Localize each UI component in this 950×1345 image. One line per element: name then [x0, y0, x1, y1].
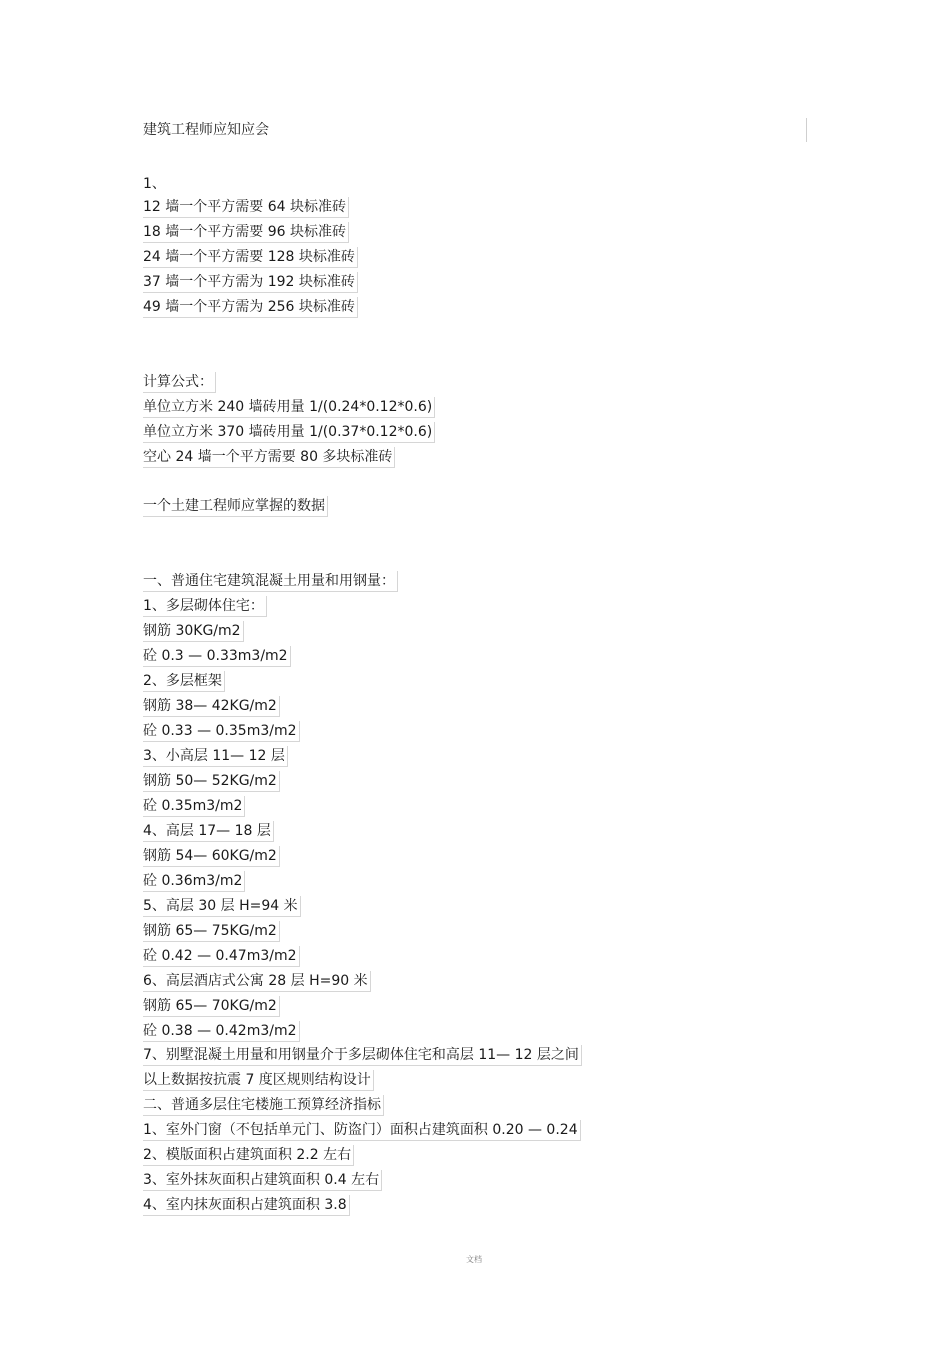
text-line: 钢筋 38— 42KG/m2 — [143, 696, 280, 717]
text-line: 一、普通住宅建筑混凝土用量和用钢量： — [143, 571, 398, 592]
text-line: 钢筋 30KG/m2 — [143, 621, 244, 642]
text-line: 空心 24 墙一个平方需要 80 多块标准砖 — [143, 447, 395, 468]
text-line: 1、多层砌体住宅： — [143, 596, 267, 617]
text-line: 计算公式： — [143, 372, 216, 393]
text-line: 砼 0.36m3/m2 — [143, 871, 245, 892]
text-line: 钢筋 54— 60KG/m2 — [143, 846, 280, 867]
document-title: 建筑工程师应知应会 — [143, 122, 269, 138]
text-line: 钢筋 65— 70KG/m2 — [143, 996, 280, 1017]
margin-rule — [806, 118, 807, 142]
page-footer: 文档 — [466, 1255, 482, 1264]
text-line: 6、高层酒店式公寓 28 层 H=90 米 — [143, 971, 371, 992]
text-line: 7、别墅混凝土用量和用钢量介于多层砌体住宅和高层 11— 12 层之间 — [143, 1045, 582, 1066]
text-line: 砼 0.42 — 0.47m3/m2 — [143, 946, 300, 967]
text-line: 12 墙一个平方需要 64 块标准砖 — [143, 197, 349, 218]
text-line: 砼 0.35m3/m2 — [143, 796, 245, 817]
text-line: 49 墙一个平方需为 256 块标准砖 — [143, 297, 358, 318]
text-line: 以上数据按抗震 7 度区规则结构设计 — [143, 1070, 374, 1091]
text-line: 二、普通多层住宅楼施工预算经济指标 — [143, 1095, 384, 1116]
text-line: 2、多层框架 — [143, 671, 225, 692]
text-line: 24 墙一个平方需要 128 块标准砖 — [143, 247, 358, 268]
text-line: 3、小高层 11— 12 层 — [143, 746, 288, 767]
text-line: 4、高层 17— 18 层 — [143, 821, 274, 842]
text-line: 钢筋 65— 75KG/m2 — [143, 921, 280, 942]
text-line: 1、 — [143, 176, 166, 192]
text-line: 2、模版面积占建筑面积 2.2 左右 — [143, 1145, 354, 1166]
text-line: 3、室外抹灰面积占建筑面积 0.4 左右 — [143, 1170, 382, 1191]
text-line: 37 墙一个平方需为 192 块标准砖 — [143, 272, 358, 293]
text-line: 5、高层 30 层 H=94 米 — [143, 896, 301, 917]
text-line: 18 墙一个平方需要 96 块标准砖 — [143, 222, 349, 243]
text-line: 一个土建工程师应掌握的数据 — [143, 496, 328, 517]
text-line: 4、室内抹灰面积占建筑面积 3.8 — [143, 1195, 350, 1216]
text-line: 砼 0.33 — 0.35m3/m2 — [143, 721, 300, 742]
text-line: 砼 0.38 — 0.42m3/m2 — [143, 1021, 300, 1042]
text-line: 钢筋 50— 52KG/m2 — [143, 771, 280, 792]
text-line: 砼 0.3 — 0.33m3/m2 — [143, 646, 291, 667]
text-line: 1、室外门窗（不包括单元门、防盗门）面积占建筑面积 0.20 — 0.24 — [143, 1120, 581, 1141]
text-line: 单位立方米 240 墙砖用量 1/(0.24*0.12*0.6) — [143, 397, 435, 418]
text-line: 单位立方米 370 墙砖用量 1/(0.37*0.12*0.6) — [143, 422, 435, 443]
